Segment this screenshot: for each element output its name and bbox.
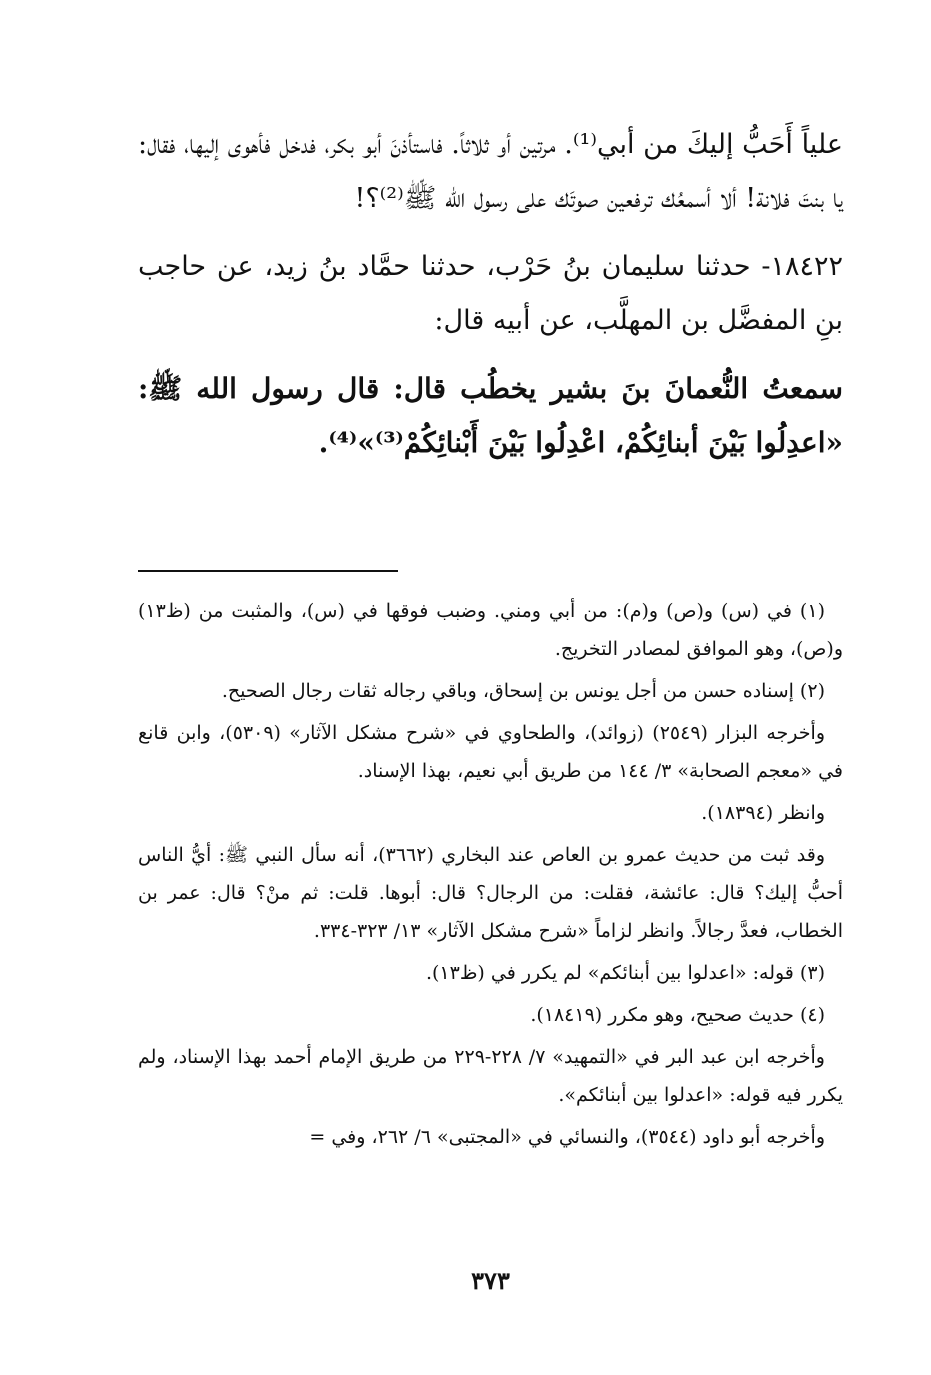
hadith-matn-paragraph: سمعتُ النُّعمانَ بنَ بشير يخطُب قال: قال رسول الله ﷺ: «اعدِلُوا بَيْنَ أبنائِكُمْ، اعْدِلُوا بَيْنَ أَبْنائِكُمْ⁽³⁾»⁽⁴⁾. [138,372,843,459]
footnote-2-continued: وأخرجه البزار (٢٥٤٩) (زوائد)، والطحاوي في «شرح مشكل الآثار» (٥٣٠٩)، وابن قانع في «معجم الصحابة» ٣/ ١٤٤ من طريق أبي نعيم، بهذا الإسناد. [138,722,843,782]
main-paragraph-1: علياً أَحَبُّ إليكَ من أبي⁽¹⁾. مرتين أو ثلاثاً. فاستأذنَ أبو بكر، فدخل فأهوى إليها، فقال: يا بنتَ فلانة! ألا أسمعُك ترفعين صوتَك على رسول الله ﷺ⁽²⁾؟! [138,129,843,214]
footnote-4-more: وأخرجه أبو داود (٣٥٤٤)، والنسائي في «المجتبى» ٦/ ٢٦٢، وفي = [309,1126,825,1148]
footnote-1: (١) في (س) و(ص) و(م): من أبي ومني. وضبب فوقها في (س)، والمثبت من (ظ١٣) و(ص)، وهو الموافق لمصادر التخريج. [138,600,843,660]
footnote-2-note: وقد ثبت من حديث عمرو بن العاص عند البخاري (٣٦٦٢)، أنه سأل النبي ﷺ: أيُّ الناس أحبُّ إليك؟ قال: عائشة، فقلت: من الرجال؟ قال: أبوها. قلت: ثم منْ؟ قال: عمر بن الخطاب، فعدَّ رجالاً. وانظر لزاماً «شرح مشكل الآثار» ١٣/ ٣٢٣-٣٣٤. [138,844,843,942]
footnote-2-see-also: وانظر (١٨٣٩٤). [701,802,825,824]
footnote-3: (٣) قوله: «اعدلوا بين أبنائكم» لم يكرر في (ظ١٣). [425,962,825,984]
footnotes [138,592,843,1160]
page-number: ٣٧٣ [471,1266,510,1295]
footnote-4: (٤) حديث صحيح، وهو مكرر (١٨٤١٩). [530,1004,825,1026]
hadith-isnad-paragraph: ١٨٤٢٢- حدثنا سليمان بنُ حَرْب، حدثنا حمَّاد بنُ زيد، عن حاجب بنِ المفضَّل بن المهلَّب، عن أبيه قال: [138,251,843,336]
main-text [138,118,843,470]
book-page [138,118,843,1338]
footnote-4-continued: وأخرجه ابن عبد البر في «التمهيد» ٧/ ٢٢٨-٢٢٩ من طريق الإمام أحمد بهذا الإسناد، ولم يكرر فيه قوله: «اعدلوا بين أبنائكم». [138,1046,843,1106]
footnote-2: (٢) إسناده حسن من أجل يونس بن إسحاق، وباقي رجاله ثقات رجال الصحيح. [221,680,825,702]
footnote-separator [138,570,398,572]
